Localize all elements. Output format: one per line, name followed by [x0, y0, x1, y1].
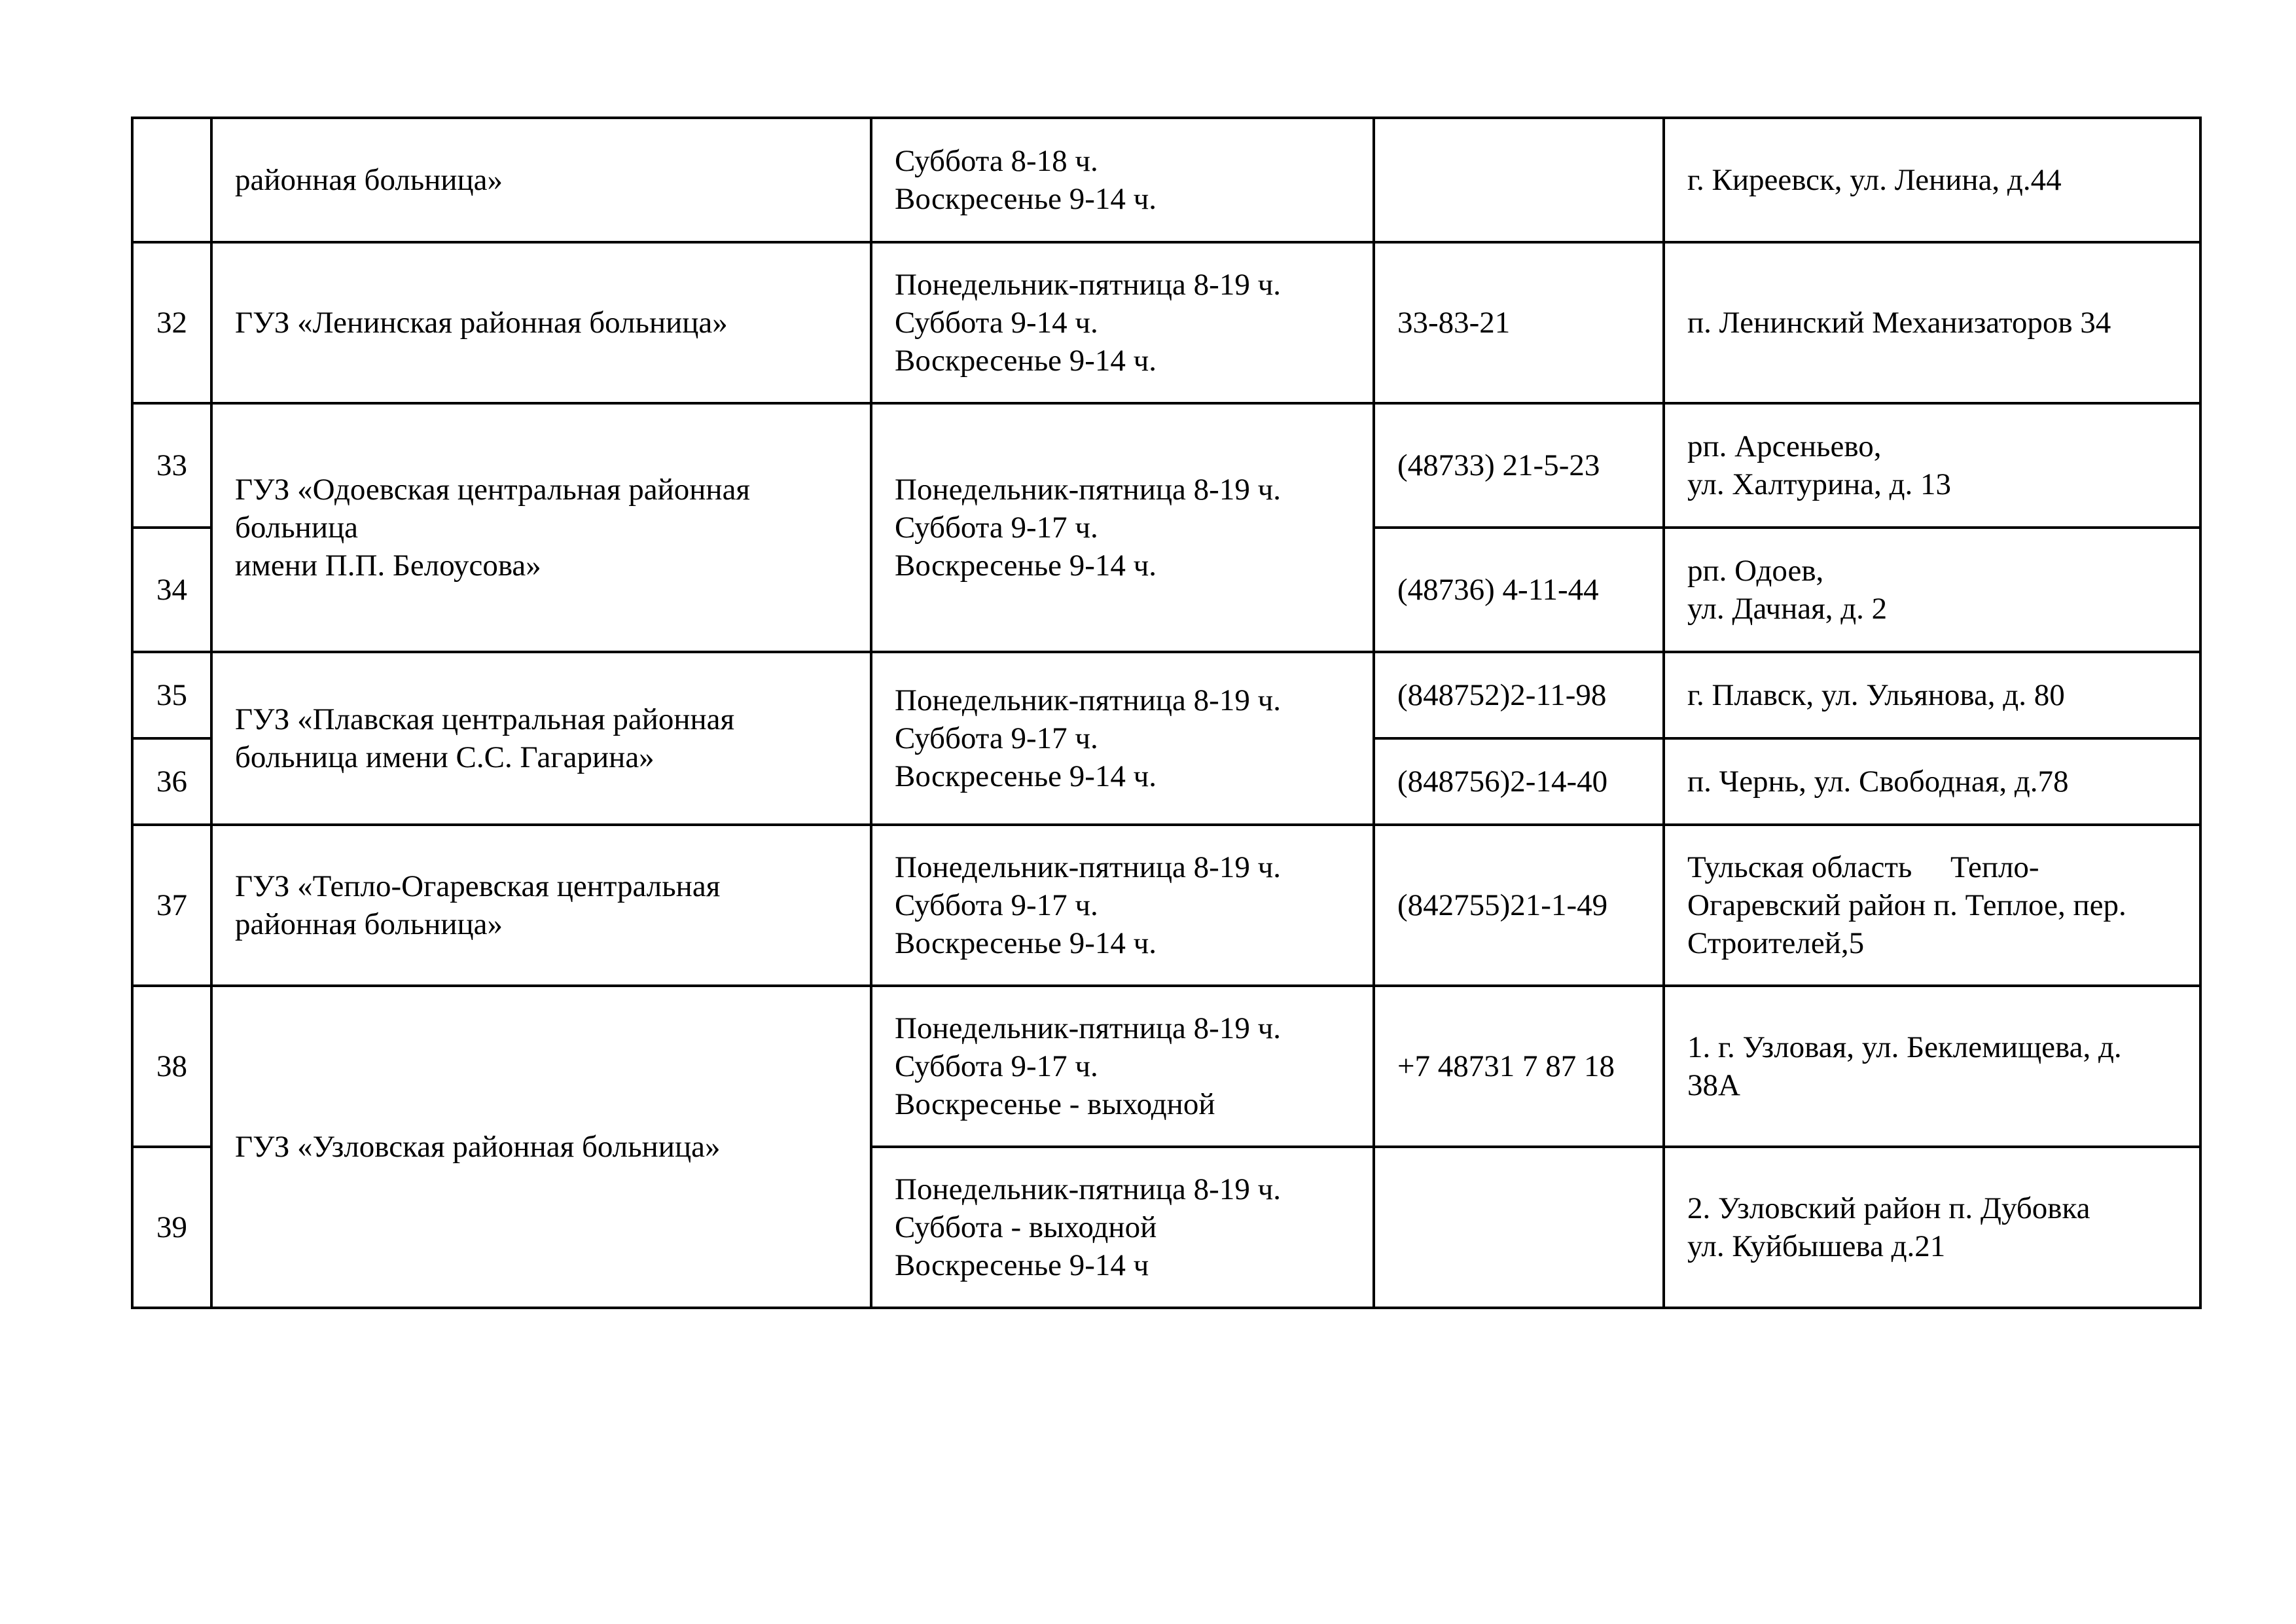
row-number: 39 — [132, 1147, 211, 1308]
address: 1. г. Узловая, ул. Беклемищева, д. 38А — [1664, 986, 2200, 1147]
row-number: 35 — [132, 652, 211, 738]
row-number: 38 — [132, 986, 211, 1147]
address: г. Киреевск, ул. Ленина, д.44 — [1664, 118, 2200, 242]
table-row — [132, 118, 2200, 242]
phone: (48736) 4-11-44 — [1374, 528, 1664, 652]
hospital-name: ГУЗ «Плавская центральная районная больница имени С.С. Гагарина» — [211, 652, 871, 825]
hospital-name: ГУЗ «Ленинская районная больница» — [211, 242, 871, 403]
phone: 33-83-21 — [1374, 242, 1664, 403]
working-hours: Понедельник-пятница 8-19 ч. Суббота 9-17 ч. Воскресенье 9-14 ч. — [871, 652, 1374, 825]
hospital-name: ГУЗ «Тепло-Огаревская центральная районная больница» — [211, 825, 871, 986]
address: Тульская область Тепло- Огаревский район п. Теплое, пер. Строителей,5 — [1664, 825, 2200, 986]
phone: (848752)2-11-98 — [1374, 652, 1664, 738]
row-number: 37 — [132, 825, 211, 986]
table-row — [132, 986, 2200, 1147]
row-number: 32 — [132, 242, 211, 403]
address: г. Плавск, ул. Ульянова, д. 80 — [1664, 652, 2200, 738]
working-hours: Понедельник-пятница 8-19 ч. Суббота 9-17 ч. Воскресенье - выходной — [871, 986, 1374, 1147]
phone — [1374, 1147, 1664, 1308]
table-row — [132, 403, 2200, 528]
working-hours: Понедельник-пятница 8-19 ч. Суббота 9-14 ч. Воскресенье 9-14 ч. — [871, 242, 1374, 403]
phone: +7 48731 7 87 18 — [1374, 986, 1664, 1147]
row-number: 33 — [132, 403, 211, 528]
address: п. Чернь, ул. Свободная, д.78 — [1664, 738, 2200, 825]
hospital-name: ГУЗ «Узловская районная больница» — [211, 986, 871, 1308]
address: рп. Арсеньево, ул. Халтурина, д. 13 — [1664, 403, 2200, 528]
hospital-name: ГУЗ «Одоевская центральная районная больница имени П.П. Белоусова» — [211, 403, 871, 652]
table-row — [132, 652, 2200, 738]
row-number — [132, 118, 211, 242]
table-row — [132, 242, 2200, 403]
table-row — [132, 825, 2200, 986]
phone: (848756)2-14-40 — [1374, 738, 1664, 825]
phone: (48733) 21-5-23 — [1374, 403, 1664, 528]
hospital-name: районная больница» — [211, 118, 871, 242]
working-hours: Понедельник-пятница 8-19 ч. Суббота 9-17 ч. Воскресенье 9-14 ч. — [871, 403, 1374, 652]
hospital-schedule-table — [131, 117, 2202, 1309]
working-hours: Понедельник-пятница 8-19 ч. Суббота 9-17 ч. Воскресенье 9-14 ч. — [871, 825, 1374, 986]
working-hours: Суббота 8-18 ч. Воскресенье 9-14 ч. — [871, 118, 1374, 242]
row-number: 36 — [132, 738, 211, 825]
address: 2. Узловский район п. Дубовка ул. Куйбышева д.21 — [1664, 1147, 2200, 1308]
row-number: 34 — [132, 528, 211, 652]
address: п. Ленинский Механизаторов 34 — [1664, 242, 2200, 403]
phone — [1374, 118, 1664, 242]
working-hours: Понедельник-пятница 8-19 ч. Суббота - выходной Воскресенье 9-14 ч — [871, 1147, 1374, 1308]
address: рп. Одоев, ул. Дачная, д. 2 — [1664, 528, 2200, 652]
phone: (842755)21-1-49 — [1374, 825, 1664, 986]
